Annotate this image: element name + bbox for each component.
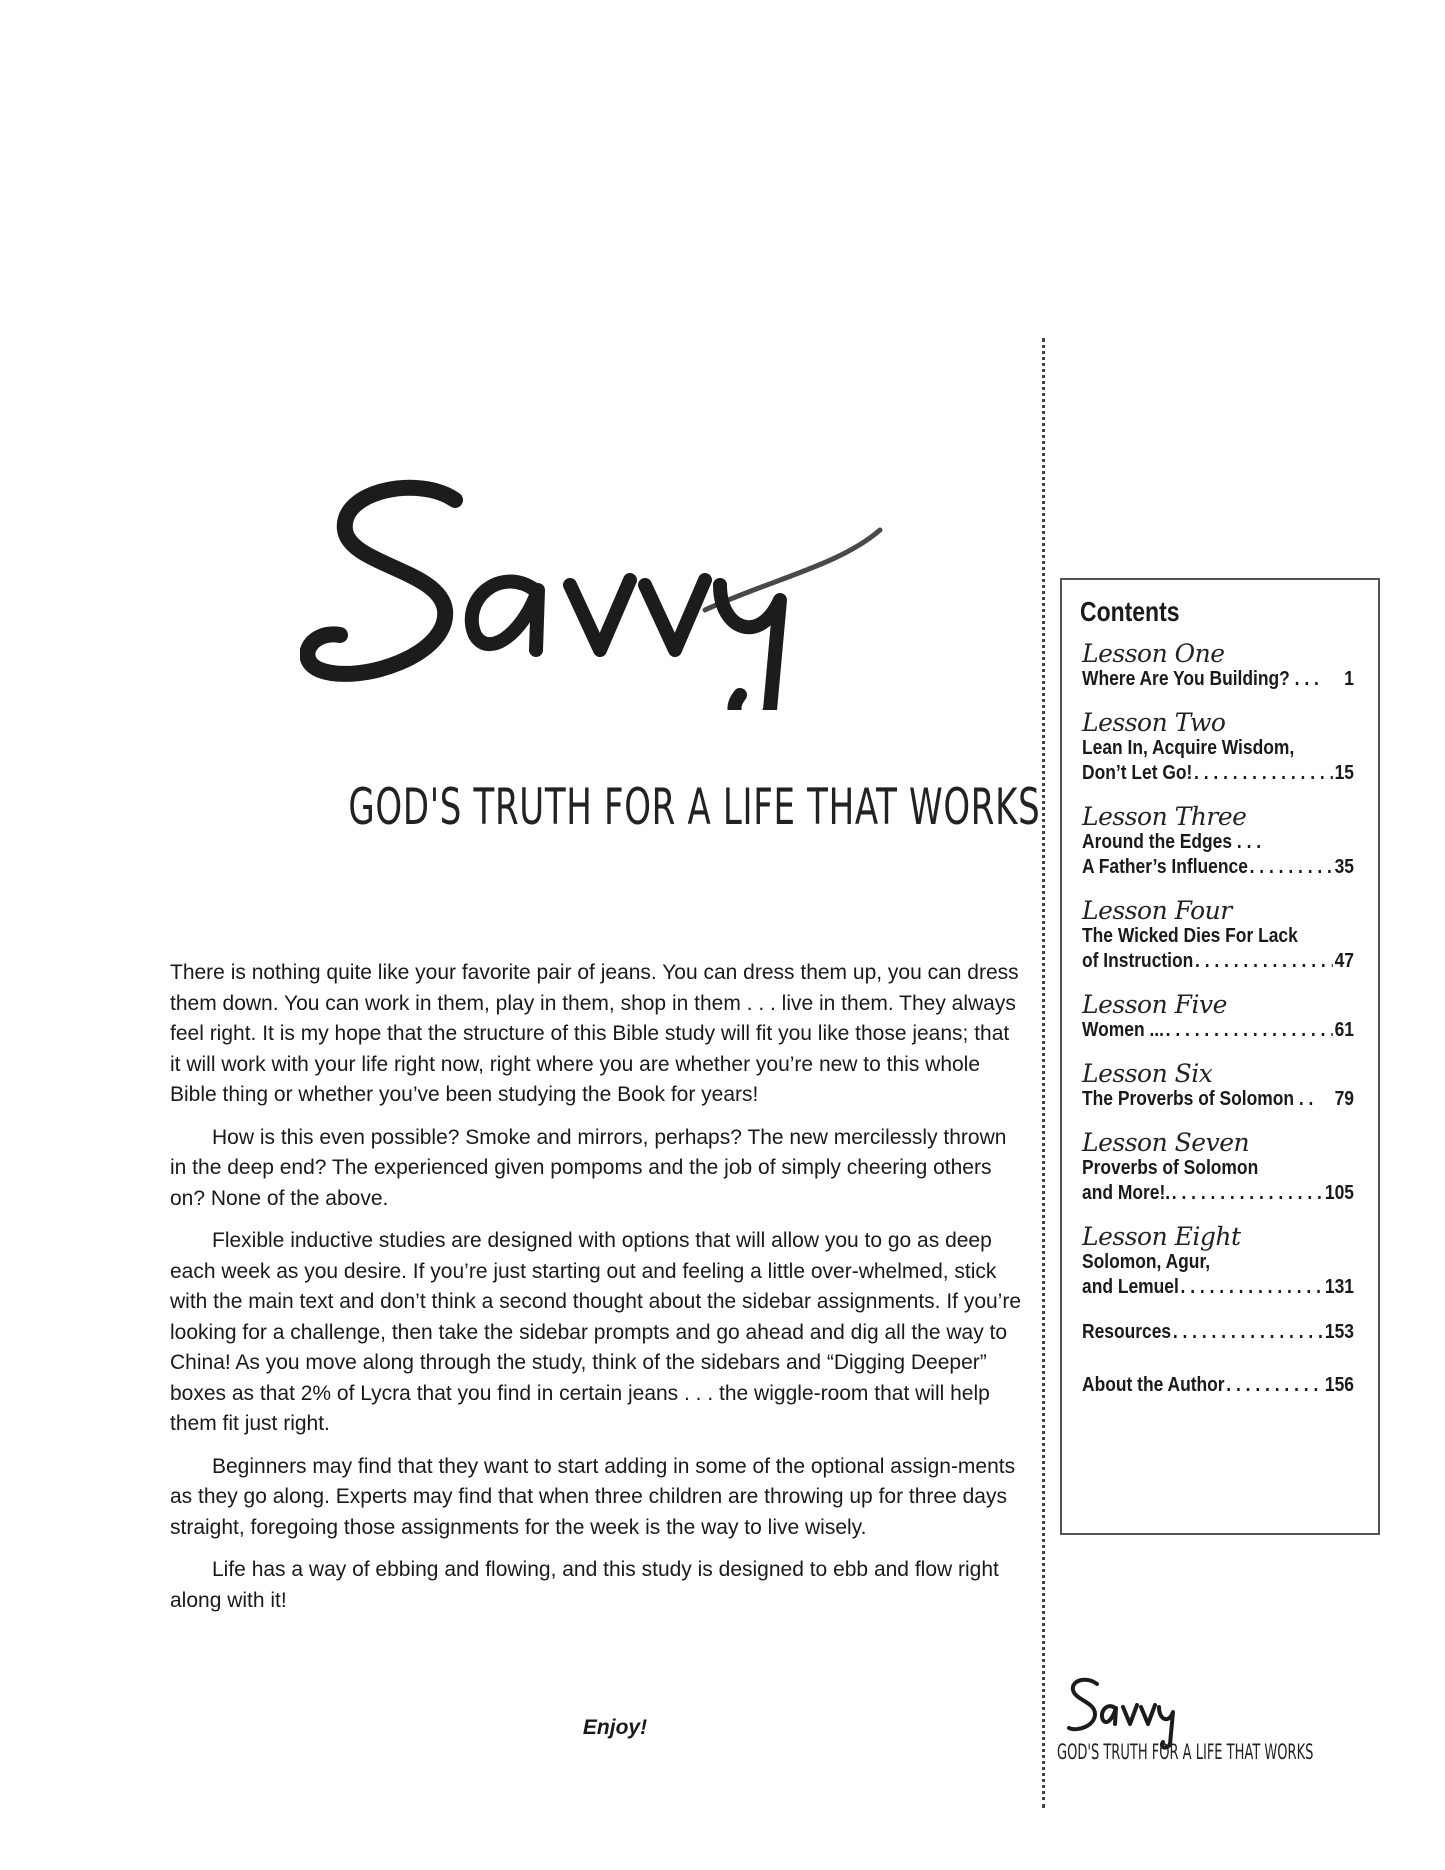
toc-leader <box>1173 1319 1323 1344</box>
footer-tagline: GOD'S TRUTH FOR A LIFE THAT WORKS <box>1057 1740 1314 1764</box>
intro-paragraph-2: How is this even possible? Smoke and mirrors, perhaps? The new mercilessly thrown in the deep end? The experienced given pompoms and the job of simply cheering others on? None of the above. <box>170 1125 1007 1210</box>
column-divider <box>1042 338 1045 1808</box>
toc-lesson-label: Lesson Eight <box>1082 1222 1241 1251</box>
toc-entry-resources[interactable] <box>1082 1319 1354 1344</box>
toc-heading: Contents <box>1080 596 1180 627</box>
toc-leader <box>1172 1180 1323 1205</box>
toc-leader <box>1181 1274 1324 1299</box>
toc-page: 1 <box>1344 667 1354 690</box>
toc-title: Don’t Let Go! <box>1082 761 1193 784</box>
tagline: GOD'S TRUTH FOR A LIFE THAT WORKS <box>348 778 1041 836</box>
toc-title: of Instruction <box>1082 949 1194 972</box>
toc-leader <box>1226 1372 1323 1397</box>
intro-paragraph-4: Beginners may find that they want to start adding in some of the optional assign-ments as they go along. Experts may find that when three children are throwing up for three days straight, foregoing those assignments for the week is the way to live wisely. <box>170 1454 1016 1539</box>
toc-entry-lesson-3[interactable] <box>1082 802 1358 879</box>
intro-paragraph-5: Life has a way of ebbing and flowing, and this study is designed to ebb and flow right along with it! <box>170 1558 999 1612</box>
toc-title-line: The Wicked Dies For Lack <box>1082 924 1298 947</box>
toc-lesson-label: Lesson Six <box>1082 1059 1213 1088</box>
savvy-logo <box>300 470 900 710</box>
toc-lesson-label: Lesson Three <box>1082 802 1247 831</box>
footer-logo <box>1057 1672 1327 1792</box>
toc-entry-lesson-6[interactable] <box>1082 1059 1358 1111</box>
toc-title: and More!. <box>1082 1181 1171 1204</box>
intro-paragraph-3: Flexible inductive studies are designed with options that will allow you to go as deep each week as you desire. If you’re just starting out and feeling a little over-whelmed, stick with the main text and don’t think a second thought about the sidebar assignments. If you’re looking for a challenge, then take the sidebar prompts and go ahead and dig all the way to China! As you move along through the study, think of the sidebars and “Digging Deeper” boxes as that 2% of Lycra that you find in certain jeans . . . the wiggle-room that will help them fit just right. <box>170 1229 1022 1435</box>
toc-entry-lesson-2[interactable] <box>1082 708 1358 785</box>
toc-lesson-label: Lesson Two <box>1082 708 1226 737</box>
toc-leader <box>1250 854 1333 879</box>
toc-title-line: Solomon, Agur, <box>1082 1250 1211 1273</box>
toc-title-line: Around the Edges . . . <box>1082 830 1262 853</box>
toc-page: 15 <box>1334 761 1354 784</box>
toc-page: 35 <box>1334 855 1354 878</box>
toc-title: A Father’s Influence <box>1082 855 1248 878</box>
toc-page: 79 <box>1334 1087 1354 1110</box>
toc-title: Resources <box>1082 1320 1172 1343</box>
toc-entry-lesson-8[interactable] <box>1082 1222 1358 1299</box>
toc-leader <box>1195 948 1333 973</box>
savvy-script-wordmark <box>300 470 900 710</box>
toc-page: 47 <box>1334 949 1354 972</box>
toc-title-line: Lean In, Acquire Wisdom, <box>1082 736 1295 759</box>
table-of-contents <box>1060 578 1380 1535</box>
toc-page: 61 <box>1334 1018 1354 1041</box>
toc-title: The Proverbs of Solomon . . <box>1082 1087 1314 1110</box>
toc-entry-lesson-1[interactable] <box>1082 639 1358 691</box>
toc-title-line: Proverbs of Solomon <box>1082 1156 1259 1179</box>
toc-page: 153 <box>1324 1320 1354 1343</box>
toc-leader <box>1166 1017 1333 1042</box>
toc-page: 105 <box>1324 1181 1354 1204</box>
toc-lesson-label: Lesson Five <box>1082 990 1227 1019</box>
toc-page: 131 <box>1324 1275 1354 1298</box>
toc-title: Where Are You Building? . . . <box>1082 667 1319 690</box>
toc-entry-lesson-4[interactable] <box>1082 896 1358 973</box>
toc-entry-lesson-5[interactable] <box>1082 990 1358 1042</box>
toc-lesson-label: Lesson Four <box>1082 896 1232 925</box>
toc-page: 156 <box>1324 1373 1354 1396</box>
toc-title: Women ... <box>1082 1018 1164 1041</box>
closing-text: Enjoy! <box>582 1716 648 1739</box>
toc-title: and Lemuel <box>1082 1275 1179 1298</box>
toc-lesson-label: Lesson Seven <box>1082 1128 1250 1157</box>
intro-paragraph-1: There is nothing quite like your favorite pair of jeans. You can dress them up, you can dress them down. You can work in them, play in them, shop in them . . . live in them. They always feel right. It is my hope that the structure of this Bible study will fit you like those jeans; that it will work with your life right now, right where you are whether you’re new to this whole Bible thing or whether you’ve been studying the Book for years! <box>170 961 1019 1106</box>
toc-title: About the Author <box>1082 1373 1225 1396</box>
toc-entry-about-author[interactable] <box>1082 1372 1354 1397</box>
toc-lesson-label: Lesson One <box>1082 639 1225 668</box>
intro-text <box>170 958 1025 1628</box>
toc-entry-lesson-7[interactable] <box>1082 1128 1358 1205</box>
toc-leader <box>1194 760 1333 785</box>
